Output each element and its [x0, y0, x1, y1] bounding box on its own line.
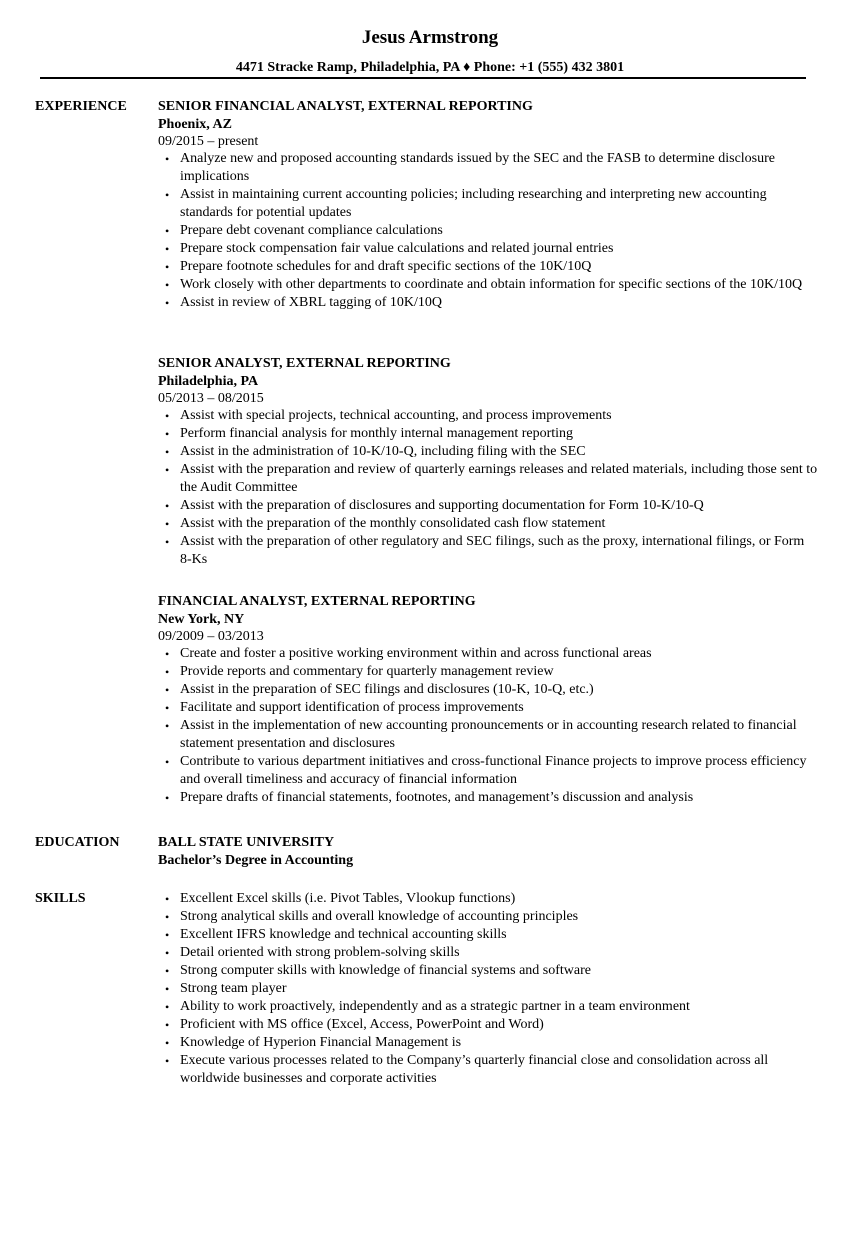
- header-divider: [40, 77, 806, 79]
- job-location: Phoenix, AZ: [158, 117, 232, 132]
- bullet-icon: •: [165, 224, 170, 238]
- list-item: [158, 222, 818, 240]
- bullet-icon: •: [165, 665, 170, 679]
- bullet-text: Assist in review of XBRL tagging of 10K/10Q: [180, 295, 442, 310]
- list-item: [158, 663, 818, 681]
- job-bullets: [158, 645, 818, 807]
- bullet-text: Prepare stock compensation fair value calculations and related journal entries: [180, 241, 614, 256]
- bullet-icon: •: [165, 152, 170, 166]
- job-title: SENIOR ANALYST, EXTERNAL REPORTING: [158, 356, 451, 371]
- bullet-icon: •: [165, 910, 170, 924]
- skill-text: Ability to work proactively, independently and as a strategic partner in a team environment: [180, 999, 690, 1014]
- skill-text: Excellent Excel skills (i.e. Pivot Tables, Vlookup functions): [180, 891, 516, 906]
- skill-text: Knowledge of Hyperion Financial Management is: [180, 1035, 462, 1050]
- skill-text: Strong team player: [180, 981, 287, 996]
- bullet-text: Analyze new and proposed accounting standards issued by the SEC and the FASB to determine disclosure implications: [180, 151, 776, 184]
- list-item: [158, 497, 818, 515]
- list-item: [158, 926, 818, 944]
- bullet-icon: •: [165, 982, 170, 996]
- education-heading: EDUCATION: [35, 835, 120, 850]
- skills-heading: SKILLS: [35, 891, 86, 906]
- bullet-text: Assist in the administration of 10-K/10-Q, including filing with the SEC: [180, 444, 586, 459]
- job-dates: 05/2013 – 08/2015: [158, 391, 264, 406]
- bullet-icon: •: [165, 260, 170, 274]
- job-bullets: [158, 150, 818, 312]
- bullet-icon: •: [165, 445, 170, 459]
- skill-text: Execute various processes related to the Company’s quarterly financial close and consolidation across all worldwide businesses and corporate activities: [180, 1053, 769, 1086]
- bullet-icon: •: [165, 535, 170, 549]
- list-item: [158, 944, 818, 962]
- job-entry: [158, 98, 818, 312]
- job-title: FINANCIAL ANALYST, EXTERNAL REPORTING: [158, 594, 476, 609]
- list-item: [158, 186, 818, 222]
- bullet-text: Assist with special projects, technical accounting, and process improvements: [180, 408, 612, 423]
- bullet-icon: •: [165, 701, 170, 715]
- bullet-icon: •: [165, 755, 170, 769]
- bullet-text: Prepare drafts of financial statements, footnotes, and management’s discussion and analysis: [180, 790, 694, 805]
- list-item: [158, 461, 818, 497]
- job-location: New York, NY: [158, 612, 245, 627]
- list-item: [158, 294, 818, 312]
- list-item: [158, 753, 818, 789]
- bullet-text: Contribute to various department initiatives and cross-functional Finance projects to improve process efficiency and overall timeliness and accuracy of financial information: [180, 754, 807, 787]
- job-bullets: [158, 407, 818, 569]
- bullet-text: Assist with the preparation of disclosures and supporting documentation for Form 10-K/10-Q: [180, 498, 704, 513]
- candidate-name: Jesus Armstrong: [361, 27, 499, 48]
- bullet-text: Work closely with other departments to coordinate and obtain information for specific sections of the 10K/10Q: [180, 277, 803, 292]
- skill-text: Strong analytical skills and overall knowledge of accounting principles: [180, 909, 579, 924]
- job-entry: [158, 355, 818, 569]
- job-location: Philadelphia, PA: [158, 374, 259, 389]
- list-item: [158, 1052, 818, 1088]
- school-name: BALL STATE UNIVERSITY: [158, 835, 335, 850]
- list-item: [158, 789, 818, 807]
- bullet-text: Assist in the implementation of new accounting pronouncements or in accounting research related to financial statement presentation and disclosures: [180, 718, 797, 751]
- bullet-text: Assist in maintaining current accounting policies; including researching and interpreting new accounting standards for potential updates: [180, 187, 767, 220]
- list-item: [158, 699, 818, 717]
- bullet-icon: •: [165, 427, 170, 441]
- skills-list: [158, 890, 818, 1088]
- bullet-text: Perform financial analysis for monthly internal management reporting: [180, 426, 574, 441]
- list-item: [158, 1034, 818, 1052]
- bullet-icon: •: [165, 278, 170, 292]
- list-item: [158, 890, 818, 908]
- skill-text: Proficient with MS office (Excel, Access, PowerPoint and Word): [180, 1017, 544, 1032]
- list-item: [158, 258, 818, 276]
- bullet-icon: •: [165, 964, 170, 978]
- bullet-icon: •: [165, 928, 170, 942]
- bullet-icon: •: [165, 188, 170, 202]
- bullet-text: Assist with the preparation of other regulatory and SEC filings, such as the proxy, international filings, or Form 8-Ks: [180, 534, 805, 567]
- bullet-text: Prepare debt covenant compliance calculations: [180, 223, 443, 238]
- bullet-text: Prepare footnote schedules for and draft specific sections of the 10K/10Q: [180, 259, 592, 274]
- list-item: [158, 980, 818, 998]
- bullet-icon: •: [165, 719, 170, 733]
- bullet-icon: •: [165, 296, 170, 310]
- bullet-icon: •: [165, 647, 170, 661]
- list-item: [158, 276, 818, 294]
- degree: Bachelor’s Degree in Accounting: [158, 853, 354, 868]
- bullet-icon: •: [165, 1018, 170, 1032]
- experience-heading: EXPERIENCE: [35, 99, 127, 114]
- skill-text: Detail oriented with strong problem-solving skills: [180, 945, 460, 960]
- list-item: [158, 962, 818, 980]
- bullet-icon: •: [165, 1054, 170, 1068]
- bullet-text: Create and foster a positive working environment within and across functional areas: [180, 646, 652, 661]
- job-title: SENIOR FINANCIAL ANALYST, EXTERNAL REPORTING: [158, 99, 533, 114]
- bullet-text: Assist with the preparation of the monthly consolidated cash flow statement: [180, 516, 606, 531]
- bullet-text: Provide reports and commentary for quarterly management review: [180, 664, 554, 679]
- job-dates: 09/2015 – present: [158, 134, 259, 149]
- bullet-icon: •: [165, 892, 170, 906]
- bullet-icon: •: [165, 463, 170, 477]
- list-item: [158, 515, 818, 533]
- bullet-text: Facilitate and support identification of process improvements: [180, 700, 524, 715]
- list-item: [158, 407, 818, 425]
- list-item: [158, 908, 818, 926]
- bullet-icon: •: [165, 409, 170, 423]
- skill-text: Strong computer skills with knowledge of financial systems and software: [180, 963, 591, 978]
- bullet-icon: •: [165, 499, 170, 513]
- list-item: [158, 150, 818, 186]
- bullet-text: Assist with the preparation and review of quarterly earnings releases and related materials, including those sent to the Audit Committee: [180, 462, 818, 495]
- education-entry: [158, 834, 818, 870]
- skills-entry: [158, 890, 818, 1088]
- bullet-icon: •: [165, 946, 170, 960]
- list-item: [158, 998, 818, 1016]
- list-item: [158, 645, 818, 663]
- list-item: [158, 425, 818, 443]
- bullet-icon: •: [165, 1036, 170, 1050]
- bullet-text: Assist in the preparation of SEC filings and disclosures (10-K, 10-Q, etc.): [180, 682, 594, 697]
- list-item: [158, 717, 818, 753]
- job-entry: [158, 593, 818, 807]
- bullet-icon: •: [165, 791, 170, 805]
- bullet-icon: •: [165, 1000, 170, 1014]
- skill-text: Excellent IFRS knowledge and technical accounting skills: [180, 927, 507, 942]
- job-dates: 09/2009 – 03/2013: [158, 629, 264, 644]
- contact-line: 4471 Stracke Ramp, Philadelphia, PA ♦ Phone: +1 (555) 432 3801: [235, 60, 625, 75]
- list-item: [158, 681, 818, 699]
- list-item: [158, 443, 818, 461]
- list-item: [158, 533, 818, 569]
- bullet-icon: •: [165, 242, 170, 256]
- list-item: [158, 240, 818, 258]
- bullet-icon: •: [165, 517, 170, 531]
- list-item: [158, 1016, 818, 1034]
- bullet-icon: •: [165, 683, 170, 697]
